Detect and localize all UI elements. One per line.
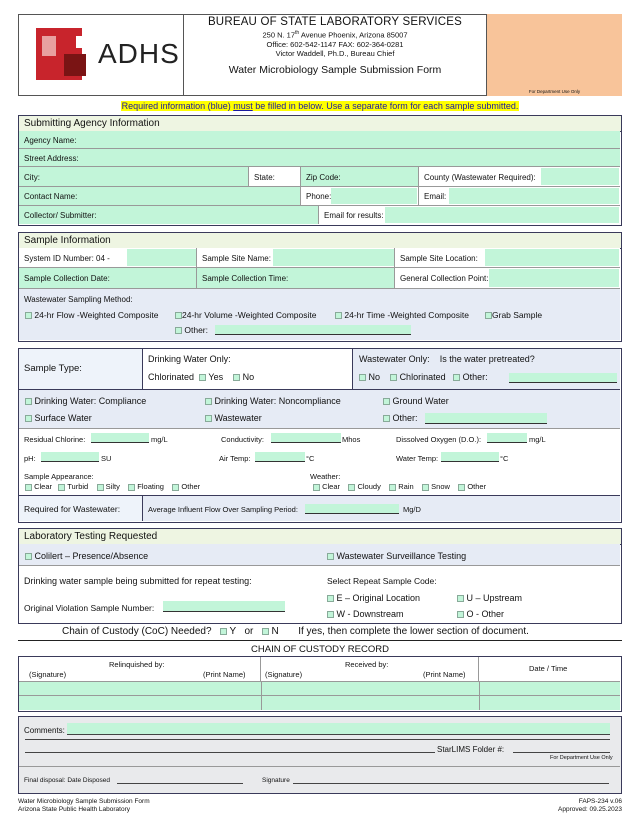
avg-flow-row: Required for Wastewater: Average Influent Flow Over Sampling Period: Mg/D bbox=[19, 495, 620, 521]
city-row bbox=[19, 167, 620, 187]
sample-row-2 bbox=[19, 268, 620, 289]
comments-input-1[interactable] bbox=[67, 723, 610, 735]
site-location-field[interactable]: Sample Site Location: bbox=[395, 248, 620, 267]
method-24hr-time[interactable]: 24-hr Time -Weighted Composite bbox=[335, 310, 469, 320]
agency-title: BUREAU OF STATE LABORATORY SERVICES bbox=[207, 16, 463, 28]
coc-question: Chain of Custody (CoC) Needed? Y or N If yes, then complete the lower section of document. bbox=[62, 626, 529, 637]
logo-cell bbox=[18, 14, 184, 96]
system-id-field[interactable]: System ID Number: 04 - bbox=[19, 248, 197, 267]
ww-method-area bbox=[19, 289, 620, 340]
received-header: Received by: (Signature) (Print Name) bbox=[261, 657, 479, 681]
code-w[interactable]: W - Downstream bbox=[327, 609, 404, 619]
coc-row-2[interactable] bbox=[19, 696, 620, 710]
state-field[interactable]: State: bbox=[249, 167, 301, 186]
street-address-field[interactable]: Street Address: bbox=[19, 149, 620, 167]
chlorinated-yes-checkbox[interactable] bbox=[199, 374, 206, 381]
comments-line-3[interactable] bbox=[25, 752, 435, 753]
dept-use-label: For Department Use Only bbox=[528, 89, 581, 94]
coc-divider bbox=[18, 640, 622, 641]
coc-table bbox=[18, 656, 622, 712]
ww-chlorinated-checkbox[interactable] bbox=[390, 374, 397, 381]
coc-title: CHAIN OF CUSTODY RECORD bbox=[251, 644, 389, 655]
agency-section-title: Submitting Agency Information bbox=[19, 116, 621, 132]
sample-row-1 bbox=[19, 248, 620, 268]
starlims-input[interactable] bbox=[513, 752, 610, 753]
type-other[interactable]: Other: bbox=[383, 413, 418, 423]
collector-row bbox=[19, 206, 620, 224]
bureau-chief: Victor Waddell, Ph.D., Bureau Chief bbox=[275, 48, 395, 58]
tests-row bbox=[19, 544, 620, 566]
measurements-area: Residual Chlorine: mg/L Conductivity: Mhos Dissolved Oxygen (D.O.): mg/L pH: SU Air Temp: °C Water Temp: °C Sample Appearance: Clear Turbid Silty Floating Other Weather: Clear Cloudy Rain Snow Other bbox=[24, 435, 546, 491]
city-field[interactable]: City: bbox=[19, 167, 249, 186]
ww-other-input[interactable] bbox=[509, 373, 617, 383]
required-notice: Required information (blue) must be filled in below. Use a separate form for each sample submitted. bbox=[121, 101, 519, 111]
lab-section-title: Laboratory Testing Requested bbox=[19, 529, 621, 545]
ww-method-label: Wastewater Sampling Method: bbox=[24, 295, 133, 304]
datetime-header: Date / Time bbox=[529, 664, 568, 673]
method-24hr-flow[interactable]: 24-hr Flow -Weighted Composite bbox=[25, 310, 158, 320]
logo-text: ADHS bbox=[98, 38, 180, 69]
sample-section-title: Sample Information bbox=[19, 233, 621, 249]
coc-row-1[interactable] bbox=[19, 681, 620, 696]
method-grab[interactable]: Grab Sample bbox=[485, 310, 542, 320]
method-other[interactable]: Other: bbox=[175, 325, 208, 335]
original-violation-input[interactable] bbox=[163, 601, 285, 612]
collection-time-field[interactable]: Sample Collection Time: bbox=[197, 268, 395, 288]
sample-type-label-cell: Sample Type: bbox=[19, 349, 143, 389]
weather-options[interactable]: Clear Cloudy Rain Snow Other bbox=[313, 482, 486, 491]
chlorinated-no-checkbox[interactable] bbox=[233, 374, 240, 381]
lab-section bbox=[18, 528, 622, 624]
collector-field[interactable]: Collector/ Submitter: bbox=[19, 206, 319, 224]
code-e[interactable]: E – Original Location bbox=[327, 593, 420, 603]
signature-input[interactable] bbox=[293, 783, 609, 784]
contact-row bbox=[19, 187, 620, 206]
ww-other-checkbox[interactable] bbox=[453, 374, 460, 381]
method-other-input[interactable] bbox=[215, 325, 411, 335]
method-24hr-volume[interactable]: 24-hr Volume -Weighted Composite bbox=[175, 310, 317, 320]
water-type-area bbox=[19, 389, 620, 429]
date-disposed-input[interactable] bbox=[117, 783, 243, 784]
ww-no-checkbox[interactable] bbox=[359, 374, 366, 381]
ph-input[interactable] bbox=[41, 452, 99, 462]
county-field[interactable]: County (Wastewater Required): bbox=[419, 167, 620, 186]
conductivity-input[interactable] bbox=[271, 433, 341, 443]
colilert-option[interactable]: Colilert – Presence/Absence bbox=[25, 551, 148, 561]
phone-field[interactable]: Phone: bbox=[301, 187, 419, 205]
type-dw-noncompliance[interactable]: Drinking Water: Noncompliance bbox=[205, 396, 341, 406]
residual-chlorine-input[interactable] bbox=[91, 433, 149, 443]
agency-name-field[interactable]: Agency Name: bbox=[19, 131, 620, 149]
comments-label: Comments: bbox=[24, 726, 65, 735]
adhs-logo-mark bbox=[36, 28, 94, 80]
general-point-field[interactable]: General Collection Point: bbox=[395, 268, 620, 288]
relinquished-header: Relinquished by: (Signature) (Print Name) bbox=[19, 657, 261, 681]
collection-date-field[interactable]: Sample Collection Date: bbox=[19, 268, 197, 288]
email-results-field[interactable]: Email for results: bbox=[319, 206, 620, 224]
type-other-input[interactable] bbox=[425, 413, 547, 424]
dept-use-label-bottom: For Department Use Only bbox=[550, 755, 613, 761]
avg-flow-input[interactable] bbox=[305, 504, 399, 514]
type-surface-water[interactable]: Surface Water bbox=[25, 413, 92, 423]
form-title: Water Microbiology Sample Submission Form bbox=[228, 63, 442, 76]
comments-line-2[interactable] bbox=[25, 739, 610, 740]
phone-fax: Office: 602-542-1147 FAX: 602-364-0281 bbox=[266, 39, 404, 49]
water-temp-input[interactable] bbox=[441, 452, 499, 462]
type-dw-compliance[interactable]: Drinking Water: Compliance bbox=[25, 396, 146, 406]
starlims-label: StarLIMS Folder #: bbox=[437, 745, 505, 754]
email-field[interactable]: Email: bbox=[419, 187, 620, 205]
repeat-label: Drinking water sample being submitted for repeat testing: bbox=[24, 576, 252, 586]
sample-section bbox=[18, 232, 622, 342]
coc-yes-checkbox[interactable] bbox=[220, 628, 227, 635]
code-u[interactable]: U – Upstream bbox=[457, 593, 522, 603]
type-ground-water[interactable]: Ground Water bbox=[383, 396, 449, 406]
drinking-water-only-cell: Drinking Water Only: Chlorinated Yes No bbox=[143, 349, 353, 389]
code-o[interactable]: O - Other bbox=[457, 609, 504, 619]
wastewater-only-cell: Wastewater Only: Is the water pretreated? No Chlorinated Other: bbox=[353, 349, 620, 389]
type-wastewater[interactable]: Wastewater bbox=[205, 413, 262, 423]
site-name-field[interactable]: Sample Site Name: bbox=[197, 248, 395, 267]
zip-field[interactable]: Zip Code: bbox=[301, 167, 419, 186]
signature-label: Signature bbox=[262, 777, 290, 784]
appearance-options[interactable]: Clear Turbid Silty Floating Other bbox=[25, 482, 200, 491]
ww-surveillance-option[interactable]: Wastewater Surveillance Testing bbox=[327, 551, 466, 561]
comments-section bbox=[18, 716, 622, 794]
dept-use-box[interactable] bbox=[486, 14, 622, 96]
air-temp-input[interactable] bbox=[255, 452, 305, 462]
footer-right: FAPS-234 v.06 Approved: 09.25.2023 bbox=[558, 798, 622, 813]
address: 250 N. 17th Avenue Phoenix, Arizona 85007 bbox=[262, 30, 408, 40]
contact-name-field[interactable]: Contact Name: bbox=[19, 187, 301, 205]
coc-no-checkbox[interactable] bbox=[262, 628, 269, 635]
footer-left: Water Microbiology Sample Submission Form Arizona State Public Health Laboratory bbox=[18, 798, 150, 813]
repeat-code-label: Select Repeat Sample Code: bbox=[327, 576, 437, 586]
original-violation-label: Original Violation Sample Number: bbox=[24, 603, 155, 613]
final-disposal-label: Final disposal: Date Disposed bbox=[24, 777, 110, 784]
sample-type-section bbox=[18, 348, 622, 523]
dissolved-oxygen-input[interactable] bbox=[487, 433, 527, 443]
agency-section bbox=[18, 115, 622, 226]
header-text bbox=[184, 16, 486, 76]
chlorinated-option: Chlorinated Yes No bbox=[148, 372, 255, 382]
